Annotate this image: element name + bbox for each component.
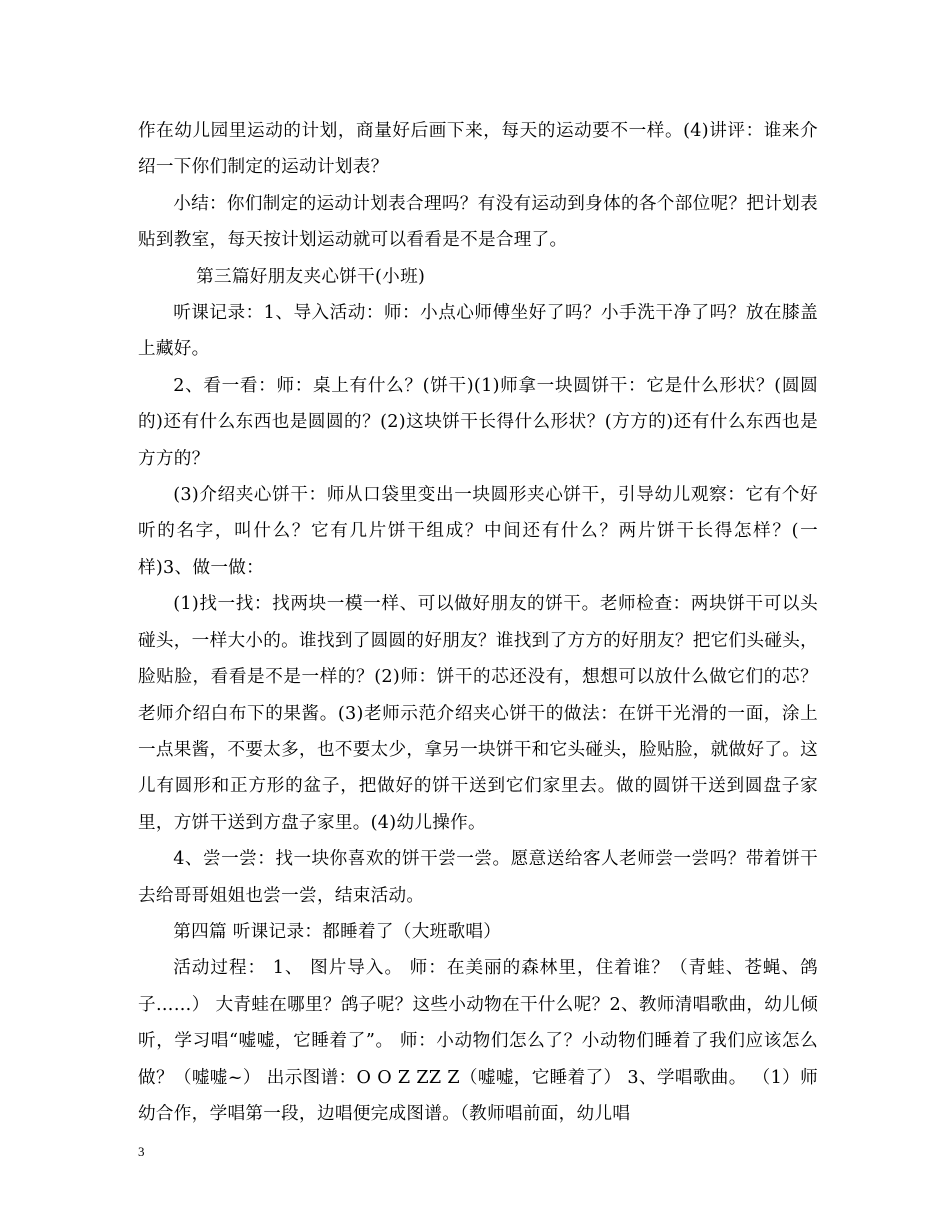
paragraph-look: 2、看一看：师：桌上有什么？(饼干)(1)师拿一块圆饼干：它是什么形状？(圆圆的)还有什么东西也是圆圆的？(2)这块饼干长得什么形状？(方方的)还有什么东西也是方方的？	[138, 375, 818, 469]
paragraph-find: (1)找一找：找两块一模一样、可以做好朋友的饼干。老师检查：两块饼干可以头碰头，一样大小的。谁找到了圆圆的好朋友？谁找到了方方的好朋友？把它们头碰头，脸贴脸，看看是不是一样的？(2)师：饼干的芯还没有，想想可以放什么做它们的芯？老师介绍白布下的果酱。(3)老师示范介绍夹心饼干的做法：在饼干光滑的一面，涂上一点果酱，不要太多，也不要太少，拿另一块饼干和它头碰头，脸贴脸，就做好了。这儿有圆形和正方形的盆子，把做好的饼干送到它们家里去。做的圆饼干送到圆盘子家里，方饼干送到方盘子家里。(4)幼儿操作。	[138, 594, 818, 833]
document-body	[138, 113, 818, 1132]
paragraph-activity: 活动过程： 1、 图片导入。 师：在美丽的森林里，住着谁？（青蛙、苍蝇、鸽子……） 大青蛙在哪里？鸽子呢？这些小动物在干什么呢？2、教师清唱歌曲，幼儿倾听，学习唱“嘘嘘，它睡着了”。 师：小动物们怎么了？小动物们睡着了我们应该怎么做？（嘘嘘~） 出示图谱：O O Z ZZ Z（嘘嘘，它睡着了） 3、学唱歌曲。 （1）师幼合作，学唱第一段，边唱便完成图谱。（教师唱前面，幼儿唱	[138, 958, 818, 1124]
paragraph-sandwich-cookie: (3)介绍夹心饼干：师从口袋里变出一块圆形夹心饼干，引导幼儿观察：它有个好听的名字，叫什么？它有几片饼干组成？中间还有什么？两片饼干长得怎样？(一样)3、做一做：	[138, 485, 818, 578]
section-heading-4: 第四篇 听课记录：都睡着了（大班歌唱）	[173, 921, 502, 942]
paragraph-taste: 4、尝一尝：找一块你喜欢的饼干尝一尝。愿意送给客人老师尝一尝吗？带着饼干去给哥哥姐姐也尝一尝，结束活动。	[138, 849, 818, 906]
paragraph-record-intro: 听课记录：1、导入活动：师：小点心师傅坐好了吗？小手洗干净了吗？放在膝盖上藏好。	[138, 303, 818, 360]
paragraph-continued: 作在幼儿园里运动的计划，商量好后画下来，每天的运动要不一样。(4)讲评：谁来介绍一下你们制定的运动计划表？	[138, 121, 818, 178]
page-number: 3	[138, 1144, 145, 1159]
section-heading-3: 第三篇好朋友夹心饼干(小班)	[196, 266, 426, 287]
paragraph-summary: 小结：你们制定的运动计划表合理吗？有没有运动到身体的各个部位呢？把计划表贴到教室，每天按计划运动就可以看看是不是合理了。	[138, 193, 818, 251]
